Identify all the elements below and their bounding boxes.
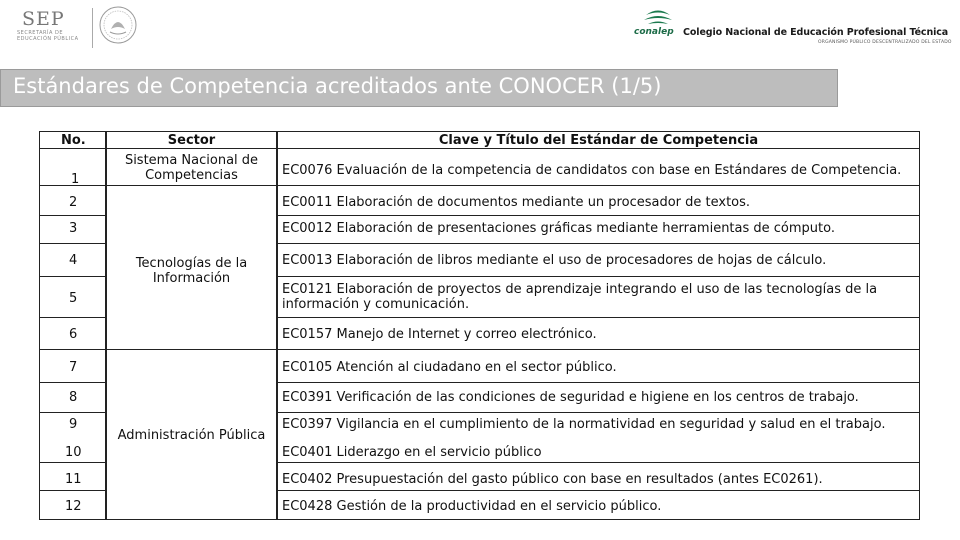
row-divider (39, 382, 106, 383)
college-name: Colegio Nacional de Educación Profesional Técnica (683, 27, 949, 38)
standard-text: EC0013 Elaboración de libros mediante el uso de procesadores de hojas de cálculo. (282, 253, 827, 268)
row-divider (39, 276, 106, 277)
standard-text: EC0157 Manejo de Internet y correo electrónico. (282, 327, 597, 342)
row-divider (277, 462, 920, 463)
standard-text: EC0397 Vigilancia en el cumplimiento de la normatividad en seguridad y salud en el trabajo. (282, 417, 886, 432)
row-divider (39, 215, 106, 216)
header-standard: Clave y Título del Estándar de Competencia (438, 133, 759, 148)
row-divider (39, 462, 106, 463)
standard-text: EC0402 Presupuestación del gasto público con base en resultados (antes EC0261). (282, 472, 823, 487)
row-number: 7 (69, 360, 78, 375)
sector-sistema-nacional: Sistema Nacional de Competencias (124, 153, 259, 183)
row-divider (277, 382, 920, 383)
standard-text: EC0391 Verificación de las condiciones de seguridad e higiene en los centros de trabajo. (282, 390, 859, 405)
sector-administracion: Administración Pública (117, 428, 266, 443)
standard-text: EC0121 Elaboración de proyectos de aprendizaje integrando el uso de las tecnologías de la información y comunicación. (282, 282, 878, 312)
row-number: 2 (69, 195, 78, 210)
row-divider (39, 317, 106, 318)
row-number: 5 (69, 291, 78, 306)
standard-text: EC0011 Elaboración de documentos mediante un procesador de textos. (282, 195, 751, 210)
row-divider (39, 349, 920, 350)
header-divider (92, 8, 93, 48)
row-number: 9 (69, 417, 78, 432)
row-number: 1 (71, 172, 80, 187)
row-divider (277, 317, 920, 318)
standards-table (39, 131, 920, 520)
row-divider (277, 243, 920, 244)
standard-text: EC0401 Liderazgo en el servicio público (282, 445, 542, 460)
sector-tecnologias: Tecnologías de la Información (135, 256, 248, 286)
college-subtitle: ORGANISMO PÚBLICO DESCENTRALIZADO DEL ESTADO (818, 40, 952, 45)
standard-text: EC0012 Elaboración de presentaciones gráficas mediante herramientas de cómputo. (282, 221, 835, 236)
standard-text: EC0076 Evaluación de la competencia de candidatos con base en Estándares de Competencia. (282, 163, 902, 178)
row-divider (39, 490, 106, 491)
header-no: No. (61, 133, 86, 148)
header-row-divider (39, 148, 920, 149)
sep-logo-subtext: SECRETARÍA DE EDUCACIÓN PÚBLICA (17, 30, 79, 42)
row-number: 3 (69, 221, 78, 236)
standard-text: EC0105 Atención al ciudadano en el sector público. (282, 360, 617, 375)
mexico-seal-icon (98, 5, 138, 45)
title-bar (0, 69, 838, 107)
row-number: 10 (65, 445, 82, 460)
row-divider (39, 185, 920, 186)
sector-column (106, 131, 277, 520)
row-divider (39, 412, 106, 413)
row-number: 8 (69, 390, 78, 405)
row-divider (39, 243, 106, 244)
row-number: 12 (65, 499, 82, 514)
row-number: 11 (65, 472, 82, 487)
standard-text: EC0428 Gestión de la productividad en el servicio público. (282, 499, 662, 514)
row-number: 6 (69, 327, 78, 342)
header-sector: Sector (167, 133, 216, 148)
page-title: Estándares de Competencia acreditados ante CONOCER (1/5) (13, 74, 662, 98)
row-divider (277, 276, 920, 277)
row-divider (277, 412, 920, 413)
row-divider (277, 490, 920, 491)
row-divider (277, 215, 920, 216)
row-number: 4 (69, 253, 78, 268)
conalep-wordmark: conalep (634, 27, 674, 37)
sep-logo-text: SEP (22, 8, 65, 30)
